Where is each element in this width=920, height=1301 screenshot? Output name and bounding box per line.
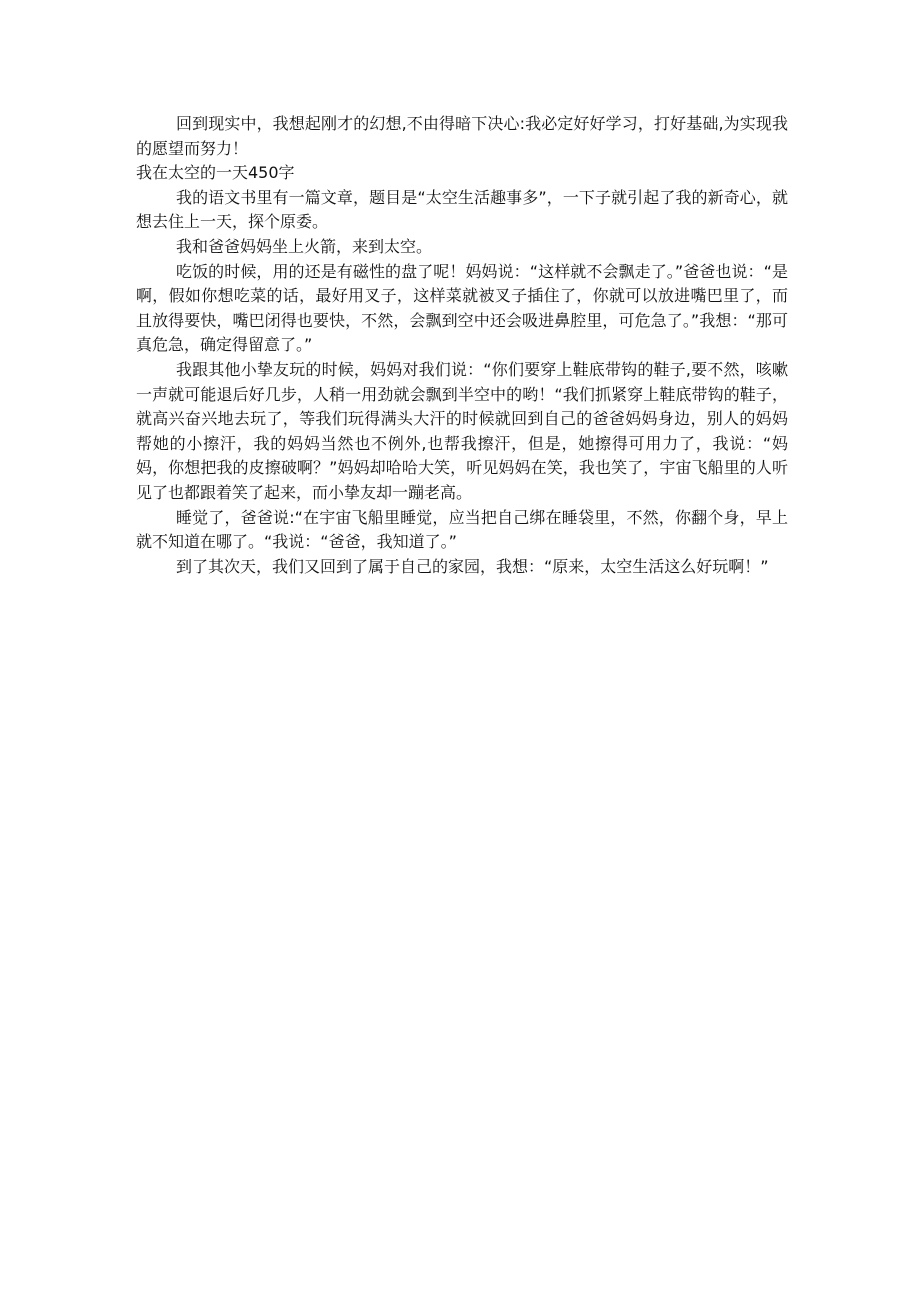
essay-title: 我在太空的一天450字	[136, 163, 295, 183]
paragraph-meal: 吃饭的时候，用的还是有磁性的盘了呢！妈妈说：“这样就不会飘走了。”爸爸也说：“是啊，假如你想吃菜的话，最好用叉子，这样菜就被叉子插住了，你就可以放进嘴巴里了，而且放得要快，嘴巴闭得也要快，不然，会飘到空中还会吸进鼻腔里，可危急了。”我想：“那可真危急，确定得留意了。”	[136, 261, 788, 355]
paragraph-intro: 我的语文书里有一篇文章，题目是“太空生活趣事多”，一下子就引起了我的新奇心，就想去住上一天，探个原委。	[136, 187, 788, 232]
document-page	[136, 112, 788, 579]
paragraph-return: 到了其次天，我们又回到了属于自己的家园，我想：“原来，太空生活这么好玩啊！”	[176, 556, 769, 576]
paragraph-conclusion: 回到现实中，我想起刚才的幻想,不由得暗下决心:我必定好好学习，打好基础,为实现我的愿望而努力！	[136, 114, 788, 158]
paragraph-sleep: 睡觉了，爸爸说:“在宇宙飞船里睡觉，应当把自己绑在睡袋里，不然，你翻个身，早上就不知道在哪了。“我说：“爸爸，我知道了。”	[136, 507, 788, 552]
paragraph-play: 我跟其他小挚友玩的时候，妈妈对我们说：“你们要穿上鞋底带钩的鞋子,要不然，咳嗽一声就可能退后好几步，人稍一用劲就会飘到半空中的哟！“我们抓紧穿上鞋底带钩的鞋子，就高兴奋兴地去玩了，等我们玩得满头大汗的时候就回到自己的爸爸妈妈身边，别人的妈妈帮她的小擦汗，我的妈妈当然也不例外,也帮我擦汗，但是，她擦得可用力了，我说：“妈妈，你想把我的皮擦破啊？”妈妈却哈哈大笑，听见妈妈在笑，我也笑了，宇宙飞船里的人听见了也都跟着笑了起来，而小挚友却一蹦老高。	[136, 359, 788, 502]
paragraph-rocket: 我和爸爸妈妈坐上火箭，来到太空。	[176, 236, 433, 256]
